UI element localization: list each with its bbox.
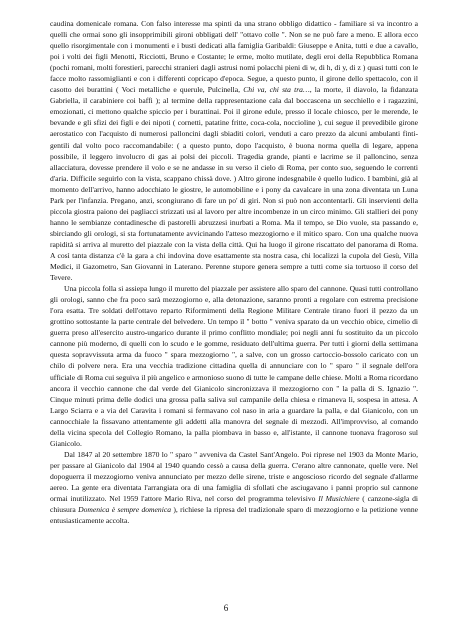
paragraph — [50, 449, 418, 526]
italic-text: Chi va, chi sta tra… — [243, 85, 310, 95]
paragraph-text: ), richiese la ripresa del tradizionale sparo di mezzogiorno e la petizione venne entusiasticamente accolta. — [50, 505, 418, 526]
paragraph — [50, 18, 418, 283]
paragraph-text: , la morte, il diavolo, la fidanzata Gabriella, il carabiniere coi baffi ); al termine della rappresentazione cala dal boccascena un secchiello e i ragazzini, emozionati, ci mettono qualche spiccio per i burattinai. Poi il girone edule, presso il locale chiosco, per le merende, le bevande e gli sfizi dei figli e dei nipoti ( cornetti, patatine fritte, coca-cola, noccioline ), cui segue il prevedibile girone aerostatico con l'acquisto di numerosi palloncini dagli sbiaditi colori, venduti a caro prezzo da alcuni ambulanti finti-gentili dal volto poco raccomandabile: ( a questo punto, dopo l'acquisto, è buona norma quella di legare, appena possibile, il leggero involucro di gas ai polsi dei piccoli. Tragedia grande, pianti e lacrime se il palloncino, senza allacciatura, dovesse prendere il volo e se ne andasse in su verso il cielo di Roma, per conto suo, seguendo le correnti d'aria. Difficile seguirlo con la vista, scappano chissà dove. ) Altro girone indesgnabile è quello ludico. I bambini, già al momento dell'arrivo, hanno adocchiato le giostre, le automobiline e i pony da cavalcare in una zona diventata un Luna Park per l'infanzia. Pregano, anzi, scongiurano di fare un po' di giri. Non si può non accontentarli. Gli inservienti della piccola giostra paiono dei pagliacci strizzati usi al lavoro per altre incombenze in un circo minimo. Gli stallieri dei pony hanno le sembianze contadinesche di pastorelli abruzzesi inurbati a Roma. Ma il tempo, se Dio vuole, sta passando e, sbirciando gli orologi, si sta fortunatamente avvicinando l'atteso mezzogiorno e il mitico sparo. Con una qualche nuova rapidità si arriva al muretto del piazzale con la vista della città. Qui ha luogo il girone riscattato del panorama di Roma. A così tanta distanza c'è la gara a chi indovina dove esattamente sta nostra casa, chi localizzi la cupola del Gesù, Villa Medici, il Gazometro, San Giovanni in Laterano. Perenne stupore genera sempre a tutti come sia tortuoso il corso del Tevere. — [50, 85, 418, 283]
paragraph-text: ( canzone-sigla di chiusura — [50, 494, 418, 515]
italic-text: Domenica è sempre domenica — [78, 505, 171, 515]
page-number: 6 — [223, 603, 229, 613]
paragraph — [50, 283, 418, 449]
document-body — [50, 18, 418, 526]
paragraph-text: Una piccola folla si assiepa lungo il muretto del piazzale per assistere allo sparo del cannone. Quasi tutti controllano gli orologi, sanno che fra poco sarà mezzogiorno e, alla detonazione, saranno pronti a regolare con estrema precisione l'ora esatta. Tre soldati dell'ottavo reparto Riformimenti della Regione Militare Centrale tirano fuori il pezzo da un grottino sottostante la parte centrale del belvedere. Un tempo il " botto " veniva sparato da un vecchio obice, cimelio di guerra preso all'esercito austro-ungarico durante il primo conflitto mondiale; poi negli anni fu sostituito da un piccolo cannone più moderno, di quelli con lo scudo e le gomme, residuato dell'ultima guerra. Per tutti i giorni della settimana questa sopravvissuta arma da fuoco " spara mezzogiorno ", a salve, con un grosso cartoccio-bossolo caricato con un chilo di polvere nera. Era una vecchia tradizione cittadina quella di annunciare con lo " sparo " il segnale dell'ora ufficiale di Roma cui seguiva il più angelico e armonioso suono di tutte le campane delle chiese. Molti a Roma ricordano ancora il vecchio cannone che dal verde del Gianicolo sincronizzava il mezzogiorno con " la palla di S. Ignazio ". Cinque minuti prima delle dodici una grossa palla saliva sul campanile della chiesa e rimaneva lì, sospesa in attesa. A Largo Sciarra e a via del Caravita i romani si fermavano col naso in aria a guardare la palla, e dal Gianicolo, con un cannocchiale la fissavano attentamente gli addetti alla manovra del segnale di mezzodì. All'improvviso, al comando della vicina specola del Collegio Romano, la palla piombava in basso e, all'istante, il cannone tuonava fragoroso sul Gianicolo. — [50, 284, 418, 448]
italic-text: Il Musichiere — [318, 494, 360, 504]
paragraph-text: caudina domenicale romana. Con falso interesse ma spinti da una strano obbligo didattico - familiare si va incontro a quelli che ormai sono gli insopprimibili gironi obbligati dell' "ottavo colle ". Non se ne può fare a meno. E allora ecco quello risorgimentale con i monumenti e i busti dedicati alla famiglia Garibaldi: Giuseppe e Anita, tutti e due a cavallo, poi i volti dei figli Menotti, Ricciotti, Bruno e Costante; le erme, molto mutilate, degli eroi della Repubblica Romana (pochi romani, molti forestieri, parecchi stranieri dagli astrusi nomi polacchi pieni di w, di h, di y, di z ) quasi tutti con le facce molto rassomiglianti e con i differenti copricapo d'epoca. Segue, a questo punto, il girone dello spettacolo, con il casotto dei burattini ( Voci metalliche e querule, Pulcinella, — [50, 19, 418, 95]
paragraph-text: Dal 1847 al 20 settembre 1870 lo " sparo " avveniva da Castel Sant'Angelo. Poi riprese nel 1903 da Monte Mario, per passare al Gianicolo dal 1904 al 1940 quando cessò a causa della guerra. C'erano altre cannonate, quelle vere. Nel dopoguerra il mezzogiorno veniva annunciato per mezzo delle sirene, triste e angoscioso ricordo del segnale d'allarme aereo. La gente era diventata l'arrangiata ora di una famiglia di sfollati che asciugavano i panni proprio sul cannone ormai inutilizzato. Nel 1959 l'attore Mario Riva, nel corso del programma televisivo — [50, 449, 418, 504]
